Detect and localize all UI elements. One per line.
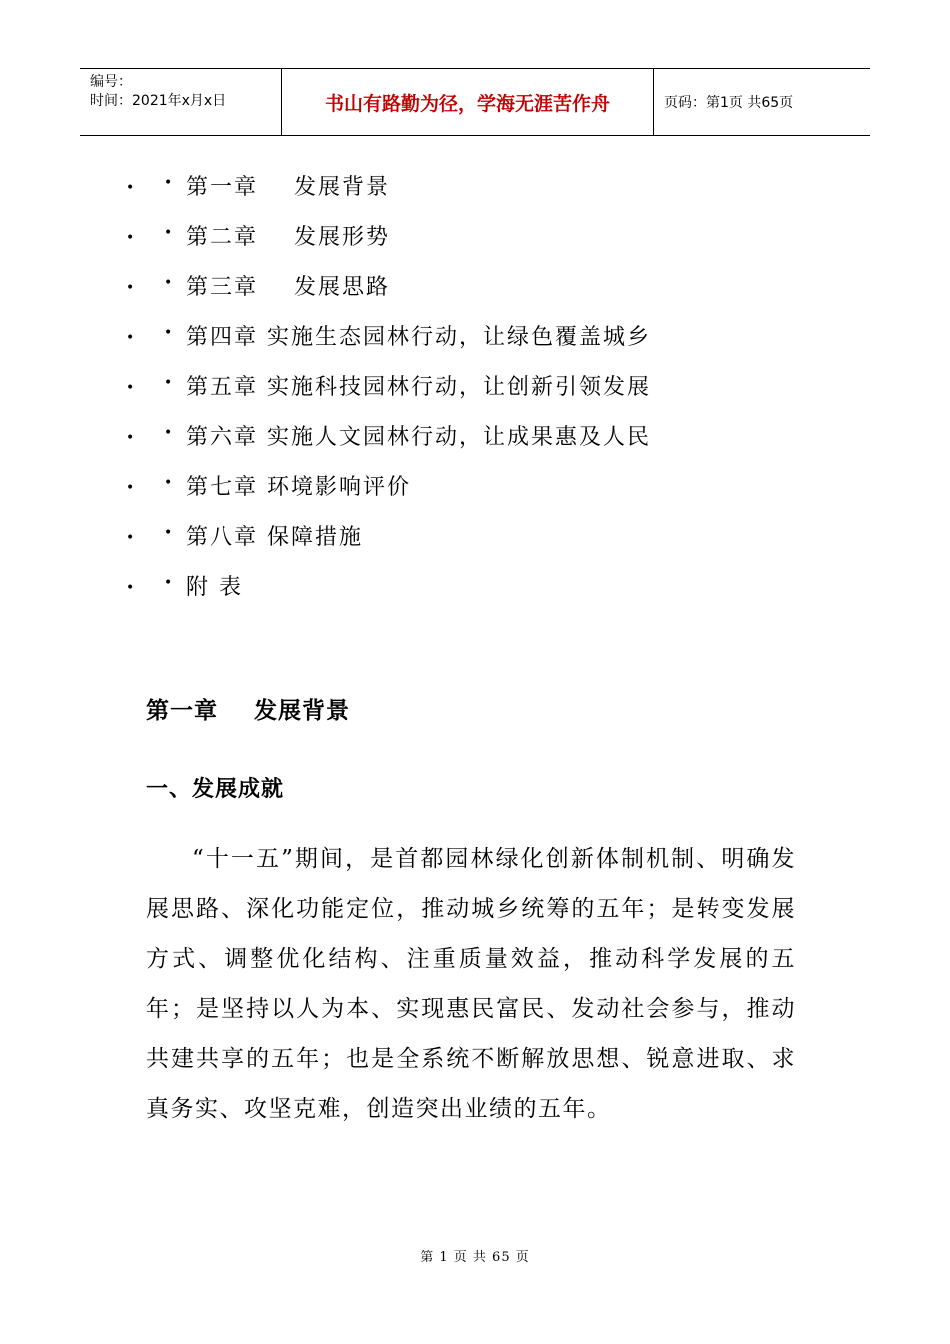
document-date: 时间：2021年x月x日 [90, 93, 227, 109]
bullet-icon: • [164, 425, 175, 441]
toc-item[interactable] [126, 310, 651, 360]
bullet-icon: • [126, 580, 137, 596]
bullet-icon: • [164, 475, 175, 491]
bullet-icon: • [164, 175, 175, 191]
table-of-contents [126, 160, 651, 610]
chapter-title: 第一章 发展背景 [146, 698, 351, 724]
toc-item[interactable] [126, 260, 651, 310]
bullet-icon: • [126, 330, 137, 346]
toc-item-label: 第三章 发展思路 [186, 274, 390, 300]
bullet-icon: • [126, 380, 137, 396]
toc-item[interactable] [126, 560, 651, 610]
toc-item[interactable] [126, 360, 651, 410]
toc-item-label: 第一章 发展背景 [186, 174, 390, 200]
toc-item[interactable] [126, 160, 651, 210]
bullet-icon: • [164, 375, 175, 391]
header-motto: 书山有路勤为径，学海无涯苦作舟 [282, 69, 654, 135]
body-paragraph: “十一五”期间，是首都园林绿化创新体制机制、明确发展思路、深化功能定位，推动城乡统筹的五年；是转变发展方式、调整优化结构、注重质量效益，推动科学发展的五年；是坚持以人为本、实现惠民富民、发动社会参与，推动共建共享的五年；也是全系统不断解放思想、锐意进取、求真务实、攻坚克难，创造突出业绩的五年。 [146, 846, 796, 1122]
toc-item-label: 第六章 实施人文园林行动，让成果惠及人民 [186, 424, 651, 450]
bullet-icon: • [164, 275, 175, 291]
header-meta [80, 69, 282, 135]
toc-item[interactable] [126, 460, 651, 510]
toc-item-label: 第二章 发展形势 [186, 224, 390, 250]
toc-item-label: 第五章 实施科技园林行动，让创新引领发展 [186, 374, 651, 400]
toc-item[interactable] [126, 410, 651, 460]
bullet-icon: • [126, 180, 137, 196]
bullet-icon: • [126, 480, 137, 496]
document-header [80, 68, 870, 136]
bullet-icon: • [126, 430, 137, 446]
bullet-icon: • [164, 325, 175, 341]
bullet-icon: • [164, 575, 175, 591]
toc-item[interactable] [126, 510, 651, 560]
page-footer: 第 1 页 共 65 页 [420, 1250, 530, 1265]
toc-item-label: 第四章 实施生态园林行动，让绿色覆盖城乡 [186, 324, 651, 350]
toc-item[interactable] [126, 210, 651, 260]
toc-item-label: 第八章 保障措施 [186, 524, 363, 550]
bullet-icon: • [126, 230, 137, 246]
section-title: 一、发展成就 [146, 777, 285, 802]
bullet-icon: • [164, 225, 175, 241]
bullet-icon: • [126, 530, 137, 546]
header-page-code: 页码：第1页 共65页 [664, 95, 794, 111]
bullet-icon: • [126, 280, 137, 296]
document-number-label: 编号： [90, 74, 132, 90]
toc-item-label: 附 表 [186, 574, 243, 600]
bullet-icon: • [164, 525, 175, 541]
toc-item-label: 第七章 环境影响评价 [186, 474, 411, 500]
